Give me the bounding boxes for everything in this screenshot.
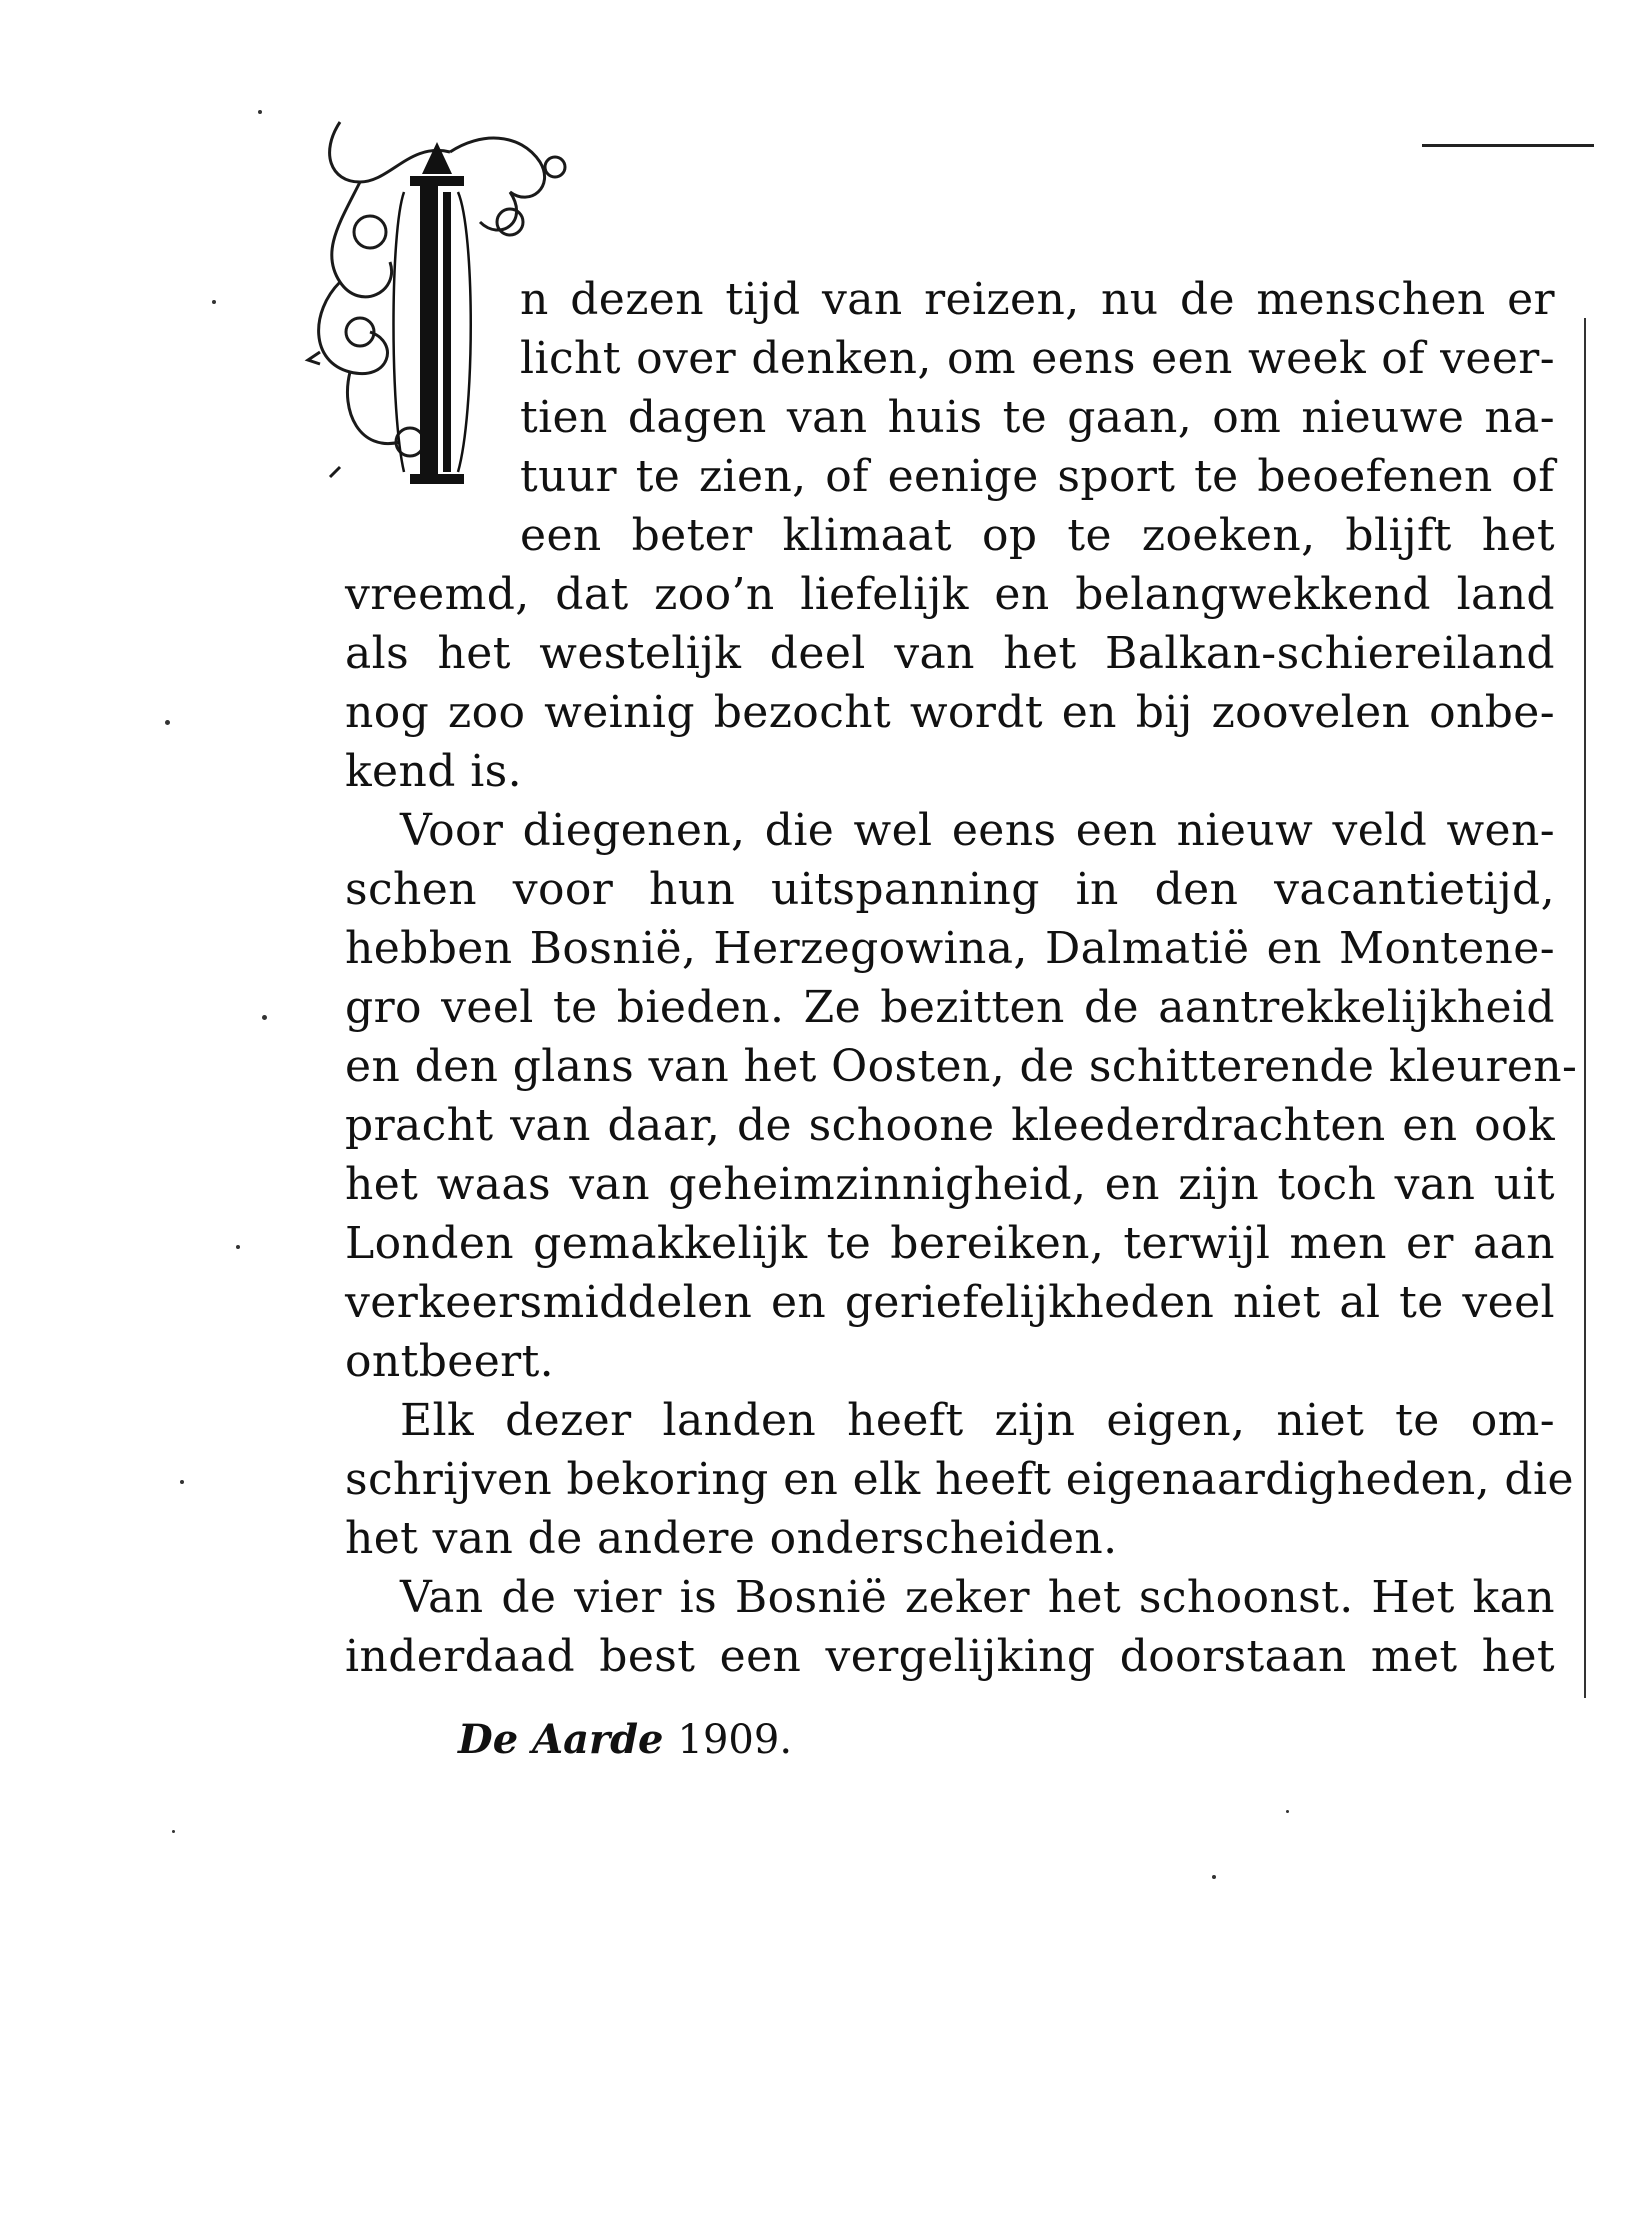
text-line: inderdaad best een vergelijking doorstaan met het [345, 1631, 1555, 1682]
scan-speck [172, 1830, 175, 1833]
text-line: schrijven bekoring en elk heeft eigenaardigheden, die [345, 1454, 1574, 1505]
journal-year: 1909. [677, 1717, 793, 1763]
text-line: als het westelijk deel van het Balkan-schiereiland [345, 628, 1555, 679]
text-line: het waas van geheimzinnigheid, en zijn toch van uit [345, 1159, 1555, 1210]
scan-speck [165, 720, 170, 725]
text-line: Elk dezer landen heeft zijn eigen, niet te om- [400, 1395, 1555, 1446]
scan-speck [212, 300, 216, 304]
text-line: verkeersmiddelen en geriefelijkheden niet al te veel [345, 1277, 1555, 1328]
top-rule [1422, 144, 1594, 147]
text-line: tien dagen van huis te gaan, om nieuwe na- [520, 392, 1555, 443]
text-line: Londen gemakkelijk te bereiken, terwijl men er aan [345, 1218, 1555, 1269]
source-signature [458, 1712, 792, 1768]
text-line: Voor diegenen, die wel eens een nieuw veld wen- [400, 805, 1555, 856]
journal-name: De Aarde [458, 1716, 664, 1763]
text-line: n dezen tijd van reizen, nu de menschen er [520, 274, 1555, 325]
text-line: Van de vier is Bosnië zeker het schoonst. Het kan [400, 1572, 1555, 1623]
scan-speck [1286, 1810, 1289, 1813]
text-line: ontbeert. [345, 1336, 555, 1387]
text-line: schen voor hun uitspanning in den vacantietijd, [345, 864, 1555, 915]
text-line: licht over denken, om eens een week of veer- [520, 333, 1555, 384]
text-line: pracht van daar, de schoone kleederdrachten en ook [345, 1100, 1555, 1151]
scan-speck [1212, 1875, 1216, 1879]
text-line: tuur te zien, of eenige sport te beoefenen of [520, 451, 1555, 502]
scan-speck [236, 1245, 240, 1249]
scan-speck [262, 1015, 267, 1020]
text-line: gro veel te bieden. Ze bezitten de aantrekkelijkheid [345, 982, 1555, 1033]
text-line: hebben Bosnië, Herzegowina, Dalmatië en Montene- [345, 923, 1555, 974]
text-line: nog zoo weinig bezocht wordt en bij zoovelen onbe- [345, 687, 1555, 738]
scan-speck [258, 110, 262, 114]
text-line: en den glans van het Oosten, de schitterende kleuren- [345, 1041, 1578, 1092]
text-line: het van de andere onderscheiden. [345, 1513, 1118, 1564]
text-line: kend is. [345, 746, 523, 797]
margin-bar [1584, 318, 1586, 1698]
text-line: een beter klimaat op te zoeken, blijft het [520, 510, 1555, 561]
text-line: vreemd, dat zoo’n liefelijk en belangwekkend land [345, 569, 1555, 620]
scan-speck [180, 1480, 184, 1484]
